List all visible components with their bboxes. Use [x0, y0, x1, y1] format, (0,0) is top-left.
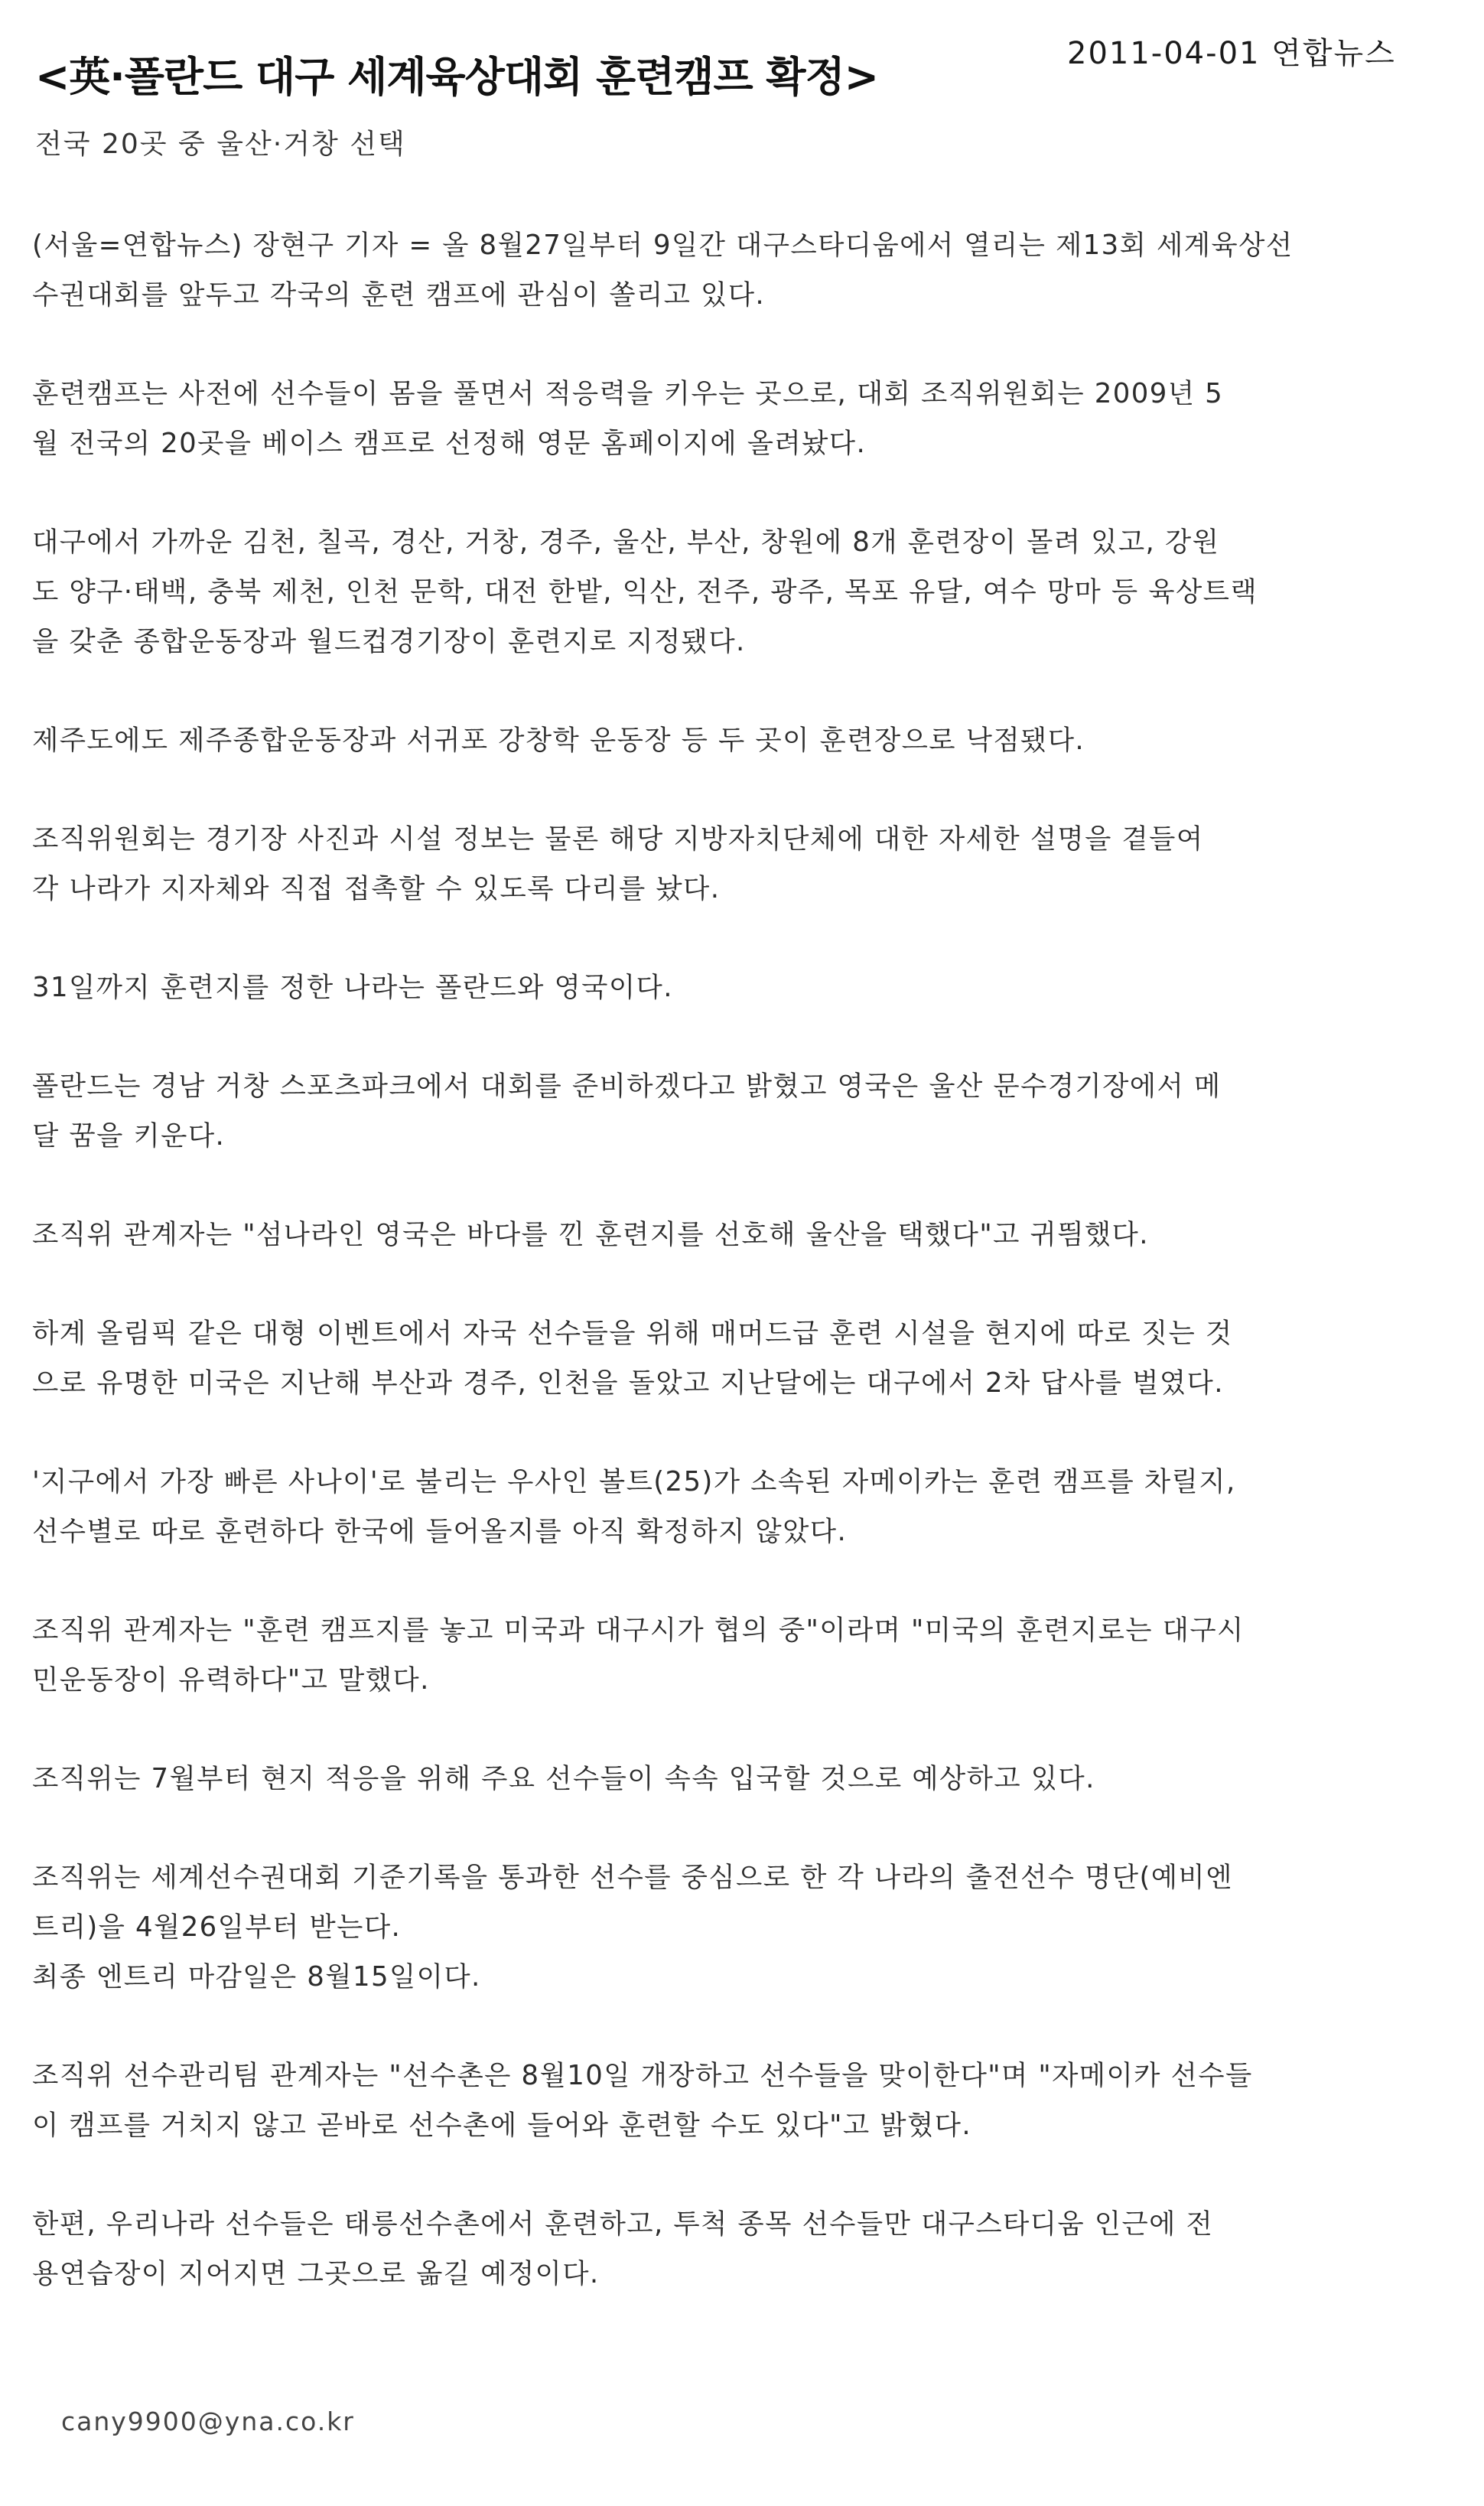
paragraph-line: 조직위원회는 경기장 사진과 시설 정보는 물론 해당 지방자치단체에 대한 자세한 설명을 곁들여	[32, 823, 1204, 855]
paragraph-line: 한편, 우리나라 선수들은 태릉선수촌에서 훈련하고, 투척 종목 선수들만 대구스타디움 인근에 전	[32, 2208, 1214, 2240]
paragraph-line: '지구에서 가장 빠른 사나이'로 불리는 우사인 볼트(25)가 소속된 자메이카는 훈련 캠프를 차릴지,	[32, 1466, 1236, 1497]
article-paragraph	[32, 1754, 1424, 1804]
paragraph-line: 조직위 선수관리팀 관계자는 "선수촌은 8월10일 개장하고 선수들을 맞이한다"며 "자메이카 선수들	[32, 2060, 1253, 2091]
paragraph-line: 용연습장이 지어지면 그곳으로 옮길 예정이다.	[32, 2258, 600, 2289]
paragraph-line: 수권대회를 앞두고 각국의 훈련 캠프에 관심이 쏠리고 있다.	[32, 279, 766, 311]
paragraph-line: 하계 올림픽 같은 대형 이벤트에서 자국 선수들을 위해 매머드급 훈련 시설을 현지에 따로 짓는 것	[32, 1318, 1233, 1349]
paragraph-line: 최종 엔트리 마감일은 8월15일이다.	[32, 1961, 481, 1993]
paragraph-line: (서울=연합뉴스) 장현구 기자 = 올 8월27일부터 9일간 대구스타디움에서 열리는 제13회 세계육상선	[32, 230, 1294, 261]
article-headline: <英·폴란드 대구 세계육상대회 훈련캠프 확정>	[35, 53, 878, 101]
paragraph-line: 선수별로 따로 훈련하다 한국에 들어올지를 아직 확정하지 않았다.	[32, 1516, 848, 1547]
paragraph-line: 조직위는 세계선수권대회 기준기록을 통과한 선수를 중심으로 한 각 나라의 출전선수 명단(예비엔	[32, 1862, 1233, 1893]
article-paragraph	[32, 1061, 1424, 1161]
article-body	[32, 220, 1424, 2348]
paragraph-line: 조직위는 7월부터 현지 적응을 위해 주요 선수들이 속속 입국할 것으로 예상하고 있다.	[32, 1763, 1095, 1794]
article-paragraph	[32, 2199, 1424, 2299]
paragraph-line: 폴란드는 경남 거창 스포츠파크에서 대회를 준비하겠다고 밝혔고 영국은 울산 문수경기장에서 메	[32, 1071, 1222, 1102]
article-paragraph	[32, 963, 1424, 1012]
article-subtitle: 전국 20곳 중 울산·거창 선택	[35, 129, 406, 160]
article-paragraph	[32, 814, 1424, 914]
paragraph-line: 이 캠프를 거치지 않고 곧바로 선수촌에 들어와 훈련할 수도 있다"고 밝혔다.	[32, 2110, 972, 2141]
paragraph-line: 대구에서 가까운 김천, 칠곡, 경산, 거창, 경주, 울산, 부산, 창원에 8개 훈련장이 몰려 있고, 강원	[32, 526, 1220, 558]
article-paragraph	[32, 1457, 1424, 1556]
article-paragraph	[32, 517, 1424, 666]
article-paragraph	[32, 1308, 1424, 1408]
article-paragraph	[32, 1210, 1424, 1260]
paragraph-line: 트리)을 4월26일부터 받는다.	[32, 1911, 402, 1943]
paragraph-line: 민운동장이 유력하다"고 말했다.	[32, 1664, 430, 1696]
paragraph-line: 으로 유명한 미국은 지난해 부산과 경주, 인천을 돌았고 지난달에는 대구에서 2차 답사를 벌였다.	[32, 1367, 1224, 1399]
article-paragraph	[32, 1853, 1424, 2002]
article-paragraph	[32, 220, 1424, 320]
paragraph-line: 조직위 관계자는 "훈련 캠프지를 놓고 미국과 대구시가 협의 중"이라며 "미국의 훈련지로는 대구시	[32, 1615, 1245, 1646]
article-paragraph	[32, 2051, 1424, 2150]
paragraph-line: 달 꿈을 키운다.	[32, 1120, 226, 1152]
article-paragraph	[32, 1605, 1424, 1705]
paragraph-line: 31일까지 훈련지를 정한 나라는 폴란드와 영국이다.	[32, 972, 673, 1003]
paragraph-line: 조직위 관계자는 "섬나라인 영국은 바다를 낀 훈련지를 선호해 울산을 택했다"고 귀띔했다.	[32, 1219, 1149, 1250]
paragraph-line: 월 전국의 20곳을 베이스 캠프로 선정해 영문 홈페이지에 올려놨다.	[32, 428, 867, 459]
article-paragraph	[32, 715, 1424, 765]
paragraph-line: 도 양구·태백, 충북 제천, 인천 문학, 대전 한밭, 익산, 전주, 광주, 목포 유달, 여수 망마 등 육상트랙	[32, 576, 1258, 608]
paragraph-line: 제주도에도 제주종합운동장과 서귀포 강창학 운동장 등 두 곳이 훈련장으로 낙점됐다.	[32, 725, 1085, 756]
article-dateline: 2011-04-01 연합뉴스	[1067, 36, 1396, 71]
paragraph-line: 각 나라가 지자체와 직접 접촉할 수 있도록 다리를 놨다.	[32, 873, 721, 904]
reporter-email: cany9900@yna.co.kr	[61, 2407, 355, 2436]
paragraph-line: 훈련캠프는 사전에 선수들이 몸을 풀면서 적응력을 키우는 곳으로, 대회 조직위원회는 2009년 5	[32, 378, 1224, 409]
paragraph-line: 을 갖춘 종합운동장과 월드컵경기장이 훈련지로 지정됐다.	[32, 626, 746, 657]
article-paragraph	[32, 369, 1424, 468]
